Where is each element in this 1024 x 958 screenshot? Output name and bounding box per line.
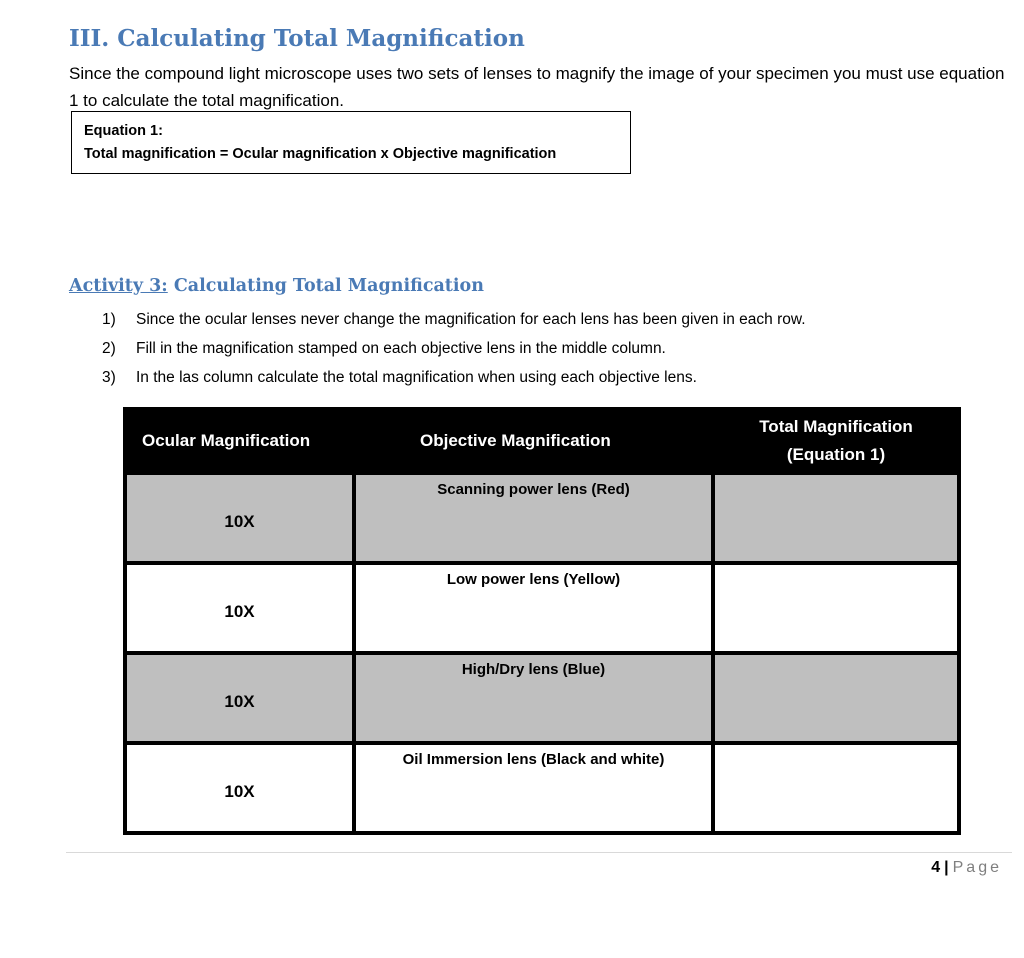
instruction-text: Fill in the magnification stamped on each objective lens in the middle column.	[136, 340, 666, 357]
page-separator: |	[944, 859, 949, 876]
objective-cell[interactable]: Oil Immersion lens (Black and white)	[354, 743, 713, 833]
instruction-number: 1)	[102, 311, 116, 328]
table-row	[125, 653, 959, 743]
instruction-number: 3)	[102, 369, 116, 386]
header-ocular: Ocular Magnification	[125, 409, 354, 473]
instruction-list	[102, 305, 806, 392]
instruction-text: In the las column calculate the total magnification when using each objective lens.	[136, 369, 697, 386]
table-row	[125, 743, 959, 833]
instruction-number: 2)	[102, 340, 116, 357]
instruction-item	[102, 305, 806, 334]
ocular-cell: 10X	[125, 743, 354, 833]
objective-cell[interactable]: Low power lens (Yellow)	[354, 563, 713, 653]
activity-title: Calculating Total Magnification	[167, 276, 484, 296]
equation-box	[71, 111, 631, 174]
objective-cell[interactable]: High/Dry lens (Blue)	[354, 653, 713, 743]
equation-label: Equation 1:	[84, 123, 163, 139]
footer-divider	[66, 852, 1012, 853]
activity-label: Activity 3:	[69, 276, 168, 296]
instruction-item	[102, 334, 806, 363]
instruction-text: Since the ocular lenses never change the magnification for each lens has been given in each row.	[136, 311, 806, 328]
page-number-value: 4	[931, 859, 941, 876]
header-total-line1: Total Magnification	[759, 417, 913, 436]
total-cell[interactable]	[713, 653, 959, 743]
page-number	[931, 859, 1002, 877]
ocular-cell: 10X	[125, 563, 354, 653]
magnification-table	[123, 407, 961, 835]
ocular-cell: 10X	[125, 653, 354, 743]
ocular-cell: 10X	[125, 473, 354, 563]
page-word: Page	[952, 859, 1002, 876]
total-cell[interactable]	[713, 473, 959, 563]
total-cell[interactable]	[713, 743, 959, 833]
header-total-line2: (Equation 1)	[786, 445, 886, 464]
table-row	[125, 473, 959, 563]
header-total	[713, 409, 959, 473]
table-header-row	[125, 409, 959, 473]
total-cell[interactable]	[713, 563, 959, 653]
table-row	[125, 563, 959, 653]
objective-cell[interactable]: Scanning power lens (Red)	[354, 473, 713, 563]
activity-heading	[69, 276, 484, 296]
header-objective: Objective Magnification	[354, 409, 713, 473]
section-heading: III. Calculating Total Magnification	[69, 25, 525, 52]
equation-formula: Total magnification = Ocular magnification x Objective magnification	[84, 146, 557, 162]
intro-paragraph: Since the compound light microscope uses two sets of lenses to magnify the image of your specimen you must use equation 1 to calculate the total magnification.	[69, 64, 1005, 110]
instruction-item	[102, 363, 806, 392]
